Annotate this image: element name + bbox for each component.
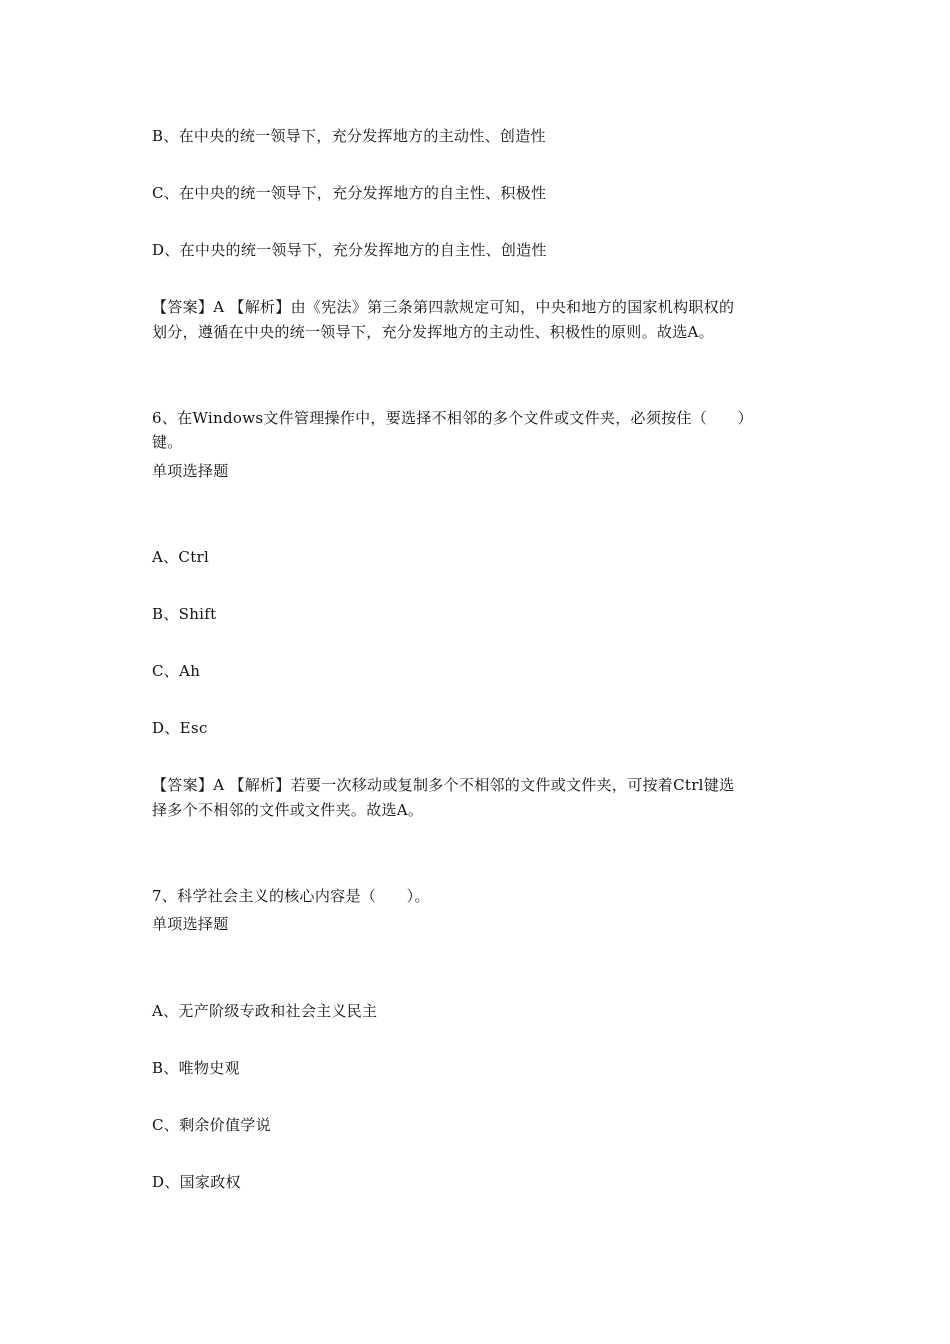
- q7-option-a: A、无产阶级专政和社会主义民主: [152, 1002, 378, 1020]
- q7-option-c: C、剩余价值学说: [152, 1116, 271, 1134]
- q5-option-b: B、在中央的统一领导下，充分发挥地方的主动性、创造性: [152, 127, 546, 145]
- q7-option-b: B、唯物史观: [152, 1059, 240, 1077]
- q7-question-type: 单项选择题: [152, 915, 229, 933]
- q5-answer-line-1: 【答案】A 【解析】由《宪法》第三条第四款规定可知，中央和地方的国家机构职权的: [152, 298, 735, 316]
- q6-option-a: A、Ctrl: [152, 548, 210, 566]
- q5-answer-line-2: 划分，遵循在中央的统一领导下，充分发挥地方的主动性、积极性的原则。故选A。: [152, 323, 714, 341]
- q7-stem: 7、科学社会主义的核心内容是（ ）。: [152, 887, 430, 905]
- q6-answer-line-1: 【答案】A 【解析】若要一次移动或复制多个不相邻的文件或文件夹，可按着Ctrl键选: [152, 776, 735, 794]
- q6-option-c: C、Ah: [152, 662, 201, 680]
- q5-option-c: C、在中央的统一领导下，充分发挥地方的自主性、积极性: [152, 184, 547, 202]
- q6-answer-line-2: 择多个不相邻的文件或文件夹。故选A。: [152, 801, 424, 819]
- q7-option-d: D、国家政权: [152, 1173, 241, 1191]
- q6-option-d: D、Esc: [152, 719, 208, 737]
- q6-stem-line-2: 键。: [152, 433, 183, 451]
- q5-option-d: D、在中央的统一领导下，充分发挥地方的自主性、创造性: [152, 241, 547, 259]
- q6-option-b: B、Shift: [152, 605, 217, 623]
- q6-stem-line-1: 6、在Windows文件管理操作中，要选择不相邻的多个文件或文件夹，必须按住（ ）: [152, 409, 753, 427]
- q6-question-type: 单项选择题: [152, 462, 229, 480]
